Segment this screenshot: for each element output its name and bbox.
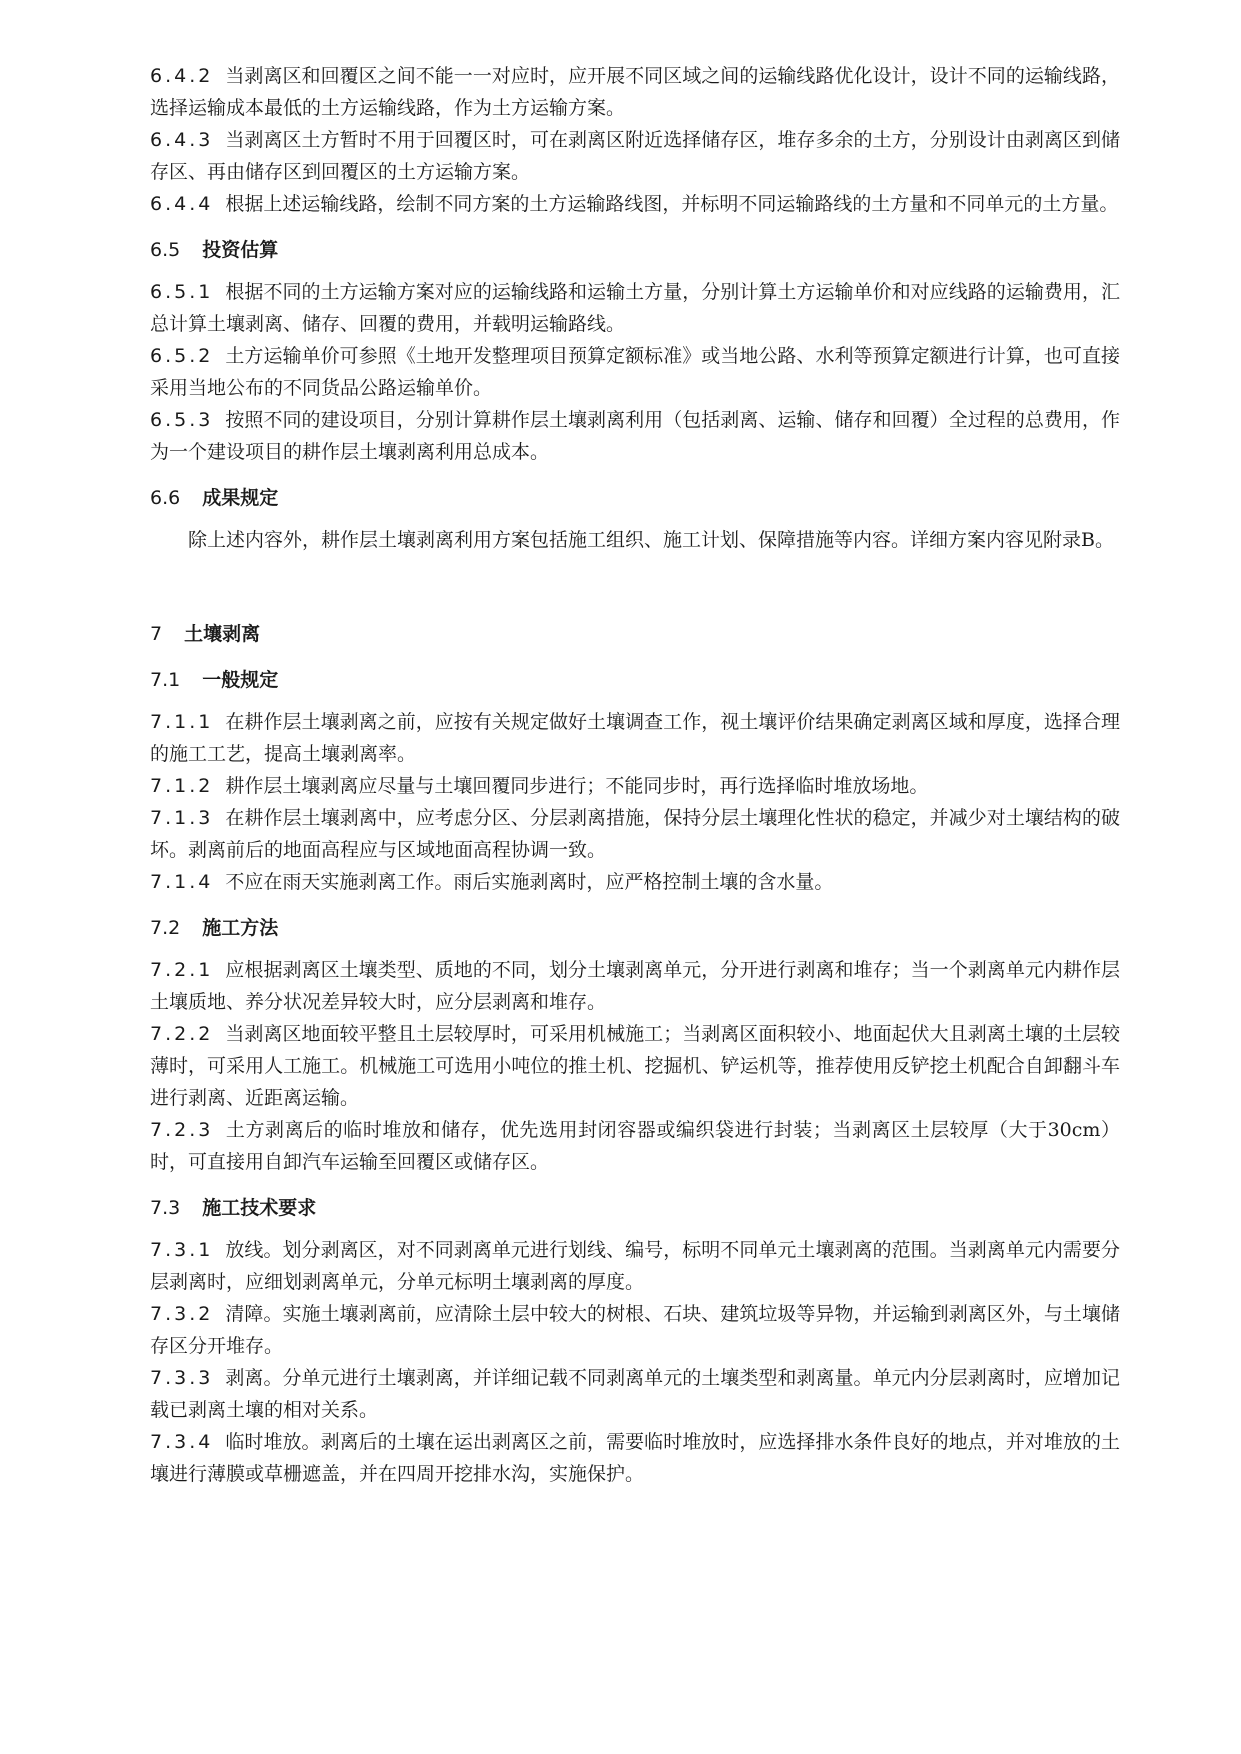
clause-7-3-1: 7.3.1 放线。划分剥离区，对不同剥离单元进行划线、编号，标明不同单元土壤剥离的范围。当剥离单元内需要分层剥离时，应细划剥离单元，分单元标明土壤剥离的厚度。 xyxy=(150,1239,1120,1293)
clause-6-5-3: 6.5.3 按照不同的建设项目，分别计算耕作层土壤剥离利用（包括剥离、运输、储存和回覆）全过程的总费用，作为一个建设项目的耕作层土壤剥离利用总成本。 xyxy=(150,409,1120,463)
section-heading-6-5: 6.5 投资估算 xyxy=(150,239,279,261)
section-heading-7-1: 7.1 一般规定 xyxy=(150,669,279,691)
section-heading-7-2: 7.2 施工方法 xyxy=(150,917,279,939)
clause-7-3-4: 7.3.4 临时堆放。剥离后的土壤在运出剥离区之前，需要临时堆放时，应选择排水条件良好的地点，并对堆放的土壤进行薄膜或草栅遮盖，并在四周开挖排水沟，实施保护。 xyxy=(150,1431,1120,1485)
clause-7-1-1: 7.1.1 在耕作层土壤剥离之前，应按有关规定做好土壤调查工作，视土壤评价结果确定剥离区域和厚度，选择合理的施工工艺，提高土壤剥离率。 xyxy=(150,711,1120,765)
clause-6-4-4: 6.4.4 根据上述运输线路，绘制不同方案的土方运输路线图，并标明不同运输路线的土方量和不同单元的土方量。 xyxy=(150,193,1119,215)
clause-6-4-2: 6.4.2 当剥离区和回覆区之间不能一一对应时，应开展不同区域之间的运输线路优化设计，设计不同的运输线路，选择运输成本最低的土方运输线路，作为土方运输方案。 xyxy=(150,65,1120,119)
section-heading-7-3: 7.3 施工技术要求 xyxy=(150,1197,317,1219)
clause-6-4-3: 6.4.3 当剥离区土方暂时不用于回覆区时，可在剥离区附近选择储存区，堆存多余的土方，分别设计由剥离区到储存区、再由储存区到回覆区的土方运输方案。 xyxy=(150,129,1120,183)
clause-7-2-1: 7.2.1 应根据剥离区土壤类型、质地的不同，划分土壤剥离单元，分开进行剥离和堆存；当一个剥离单元内耕作层土壤质地、养分状况差异较大时，应分层剥离和堆存。 xyxy=(150,959,1120,1013)
clause-7-3-3: 7.3.3 剥离。分单元进行土壤剥离，并详细记载不同剥离单元的土壤类型和剥离量。单元内分层剥离时，应增加记载已剥离土壤的相对关系。 xyxy=(150,1367,1120,1421)
clause-7-1-2: 7.1.2 耕作层土壤剥离应尽量与土壤回覆同步进行；不能同步时，再行选择临时堆放场地。 xyxy=(150,775,929,797)
clause-7-1-3: 7.1.3 在耕作层土壤剥离中，应考虑分区、分层剥离措施，保持分层土壤理化性状的稳定，并减少对土壤结构的破坏。剥离前后的地面高程应与区域地面高程协调一致。 xyxy=(150,807,1120,861)
document-page xyxy=(150,60,1120,1490)
section-6-6-paragraph: 除上述内容外，耕作层土壤剥离利用方案包括施工组织、施工计划、保障措施等内容。详细方案内容见附录B。 xyxy=(188,529,1114,551)
chapter-heading-7: 7 土壤剥离 xyxy=(150,623,261,645)
clause-6-5-1: 6.5.1 根据不同的土方运输方案对应的运输线路和运输土方量，分别计算土方运输单价和对应线路的运输费用，汇总计算土壤剥离、储存、回覆的费用，并载明运输路线。 xyxy=(150,281,1120,335)
clause-6-5-2: 6.5.2 土方运输单价可参照《土地开发整理项目预算定额标准》或当地公路、水利等预算定额进行计算，也可直接采用当地公布的不同货品公路运输单价。 xyxy=(150,345,1120,399)
clause-7-2-3: 7.2.3 土方剥离后的临时堆放和储存，优先选用封闭容器或编织袋进行封装；当剥离区土层较厚（大于30cm）时，可直接用自卸汽车运输至回覆区或储存区。 xyxy=(150,1119,1120,1173)
section-heading-6-6: 6.6 成果规定 xyxy=(150,487,279,509)
clause-7-3-2: 7.3.2 清障。实施土壤剥离前，应清除土层中较大的树根、石块、建筑垃圾等异物，并运输到剥离区外，与土壤储存区分开堆存。 xyxy=(150,1303,1120,1357)
clause-7-2-2: 7.2.2 当剥离区地面较平整且土层较厚时，可采用机械施工；当剥离区面积较小、地面起伏大且剥离土壤的土层较薄时，可采用人工施工。机械施工可选用小吨位的推土机、挖掘机、铲运机等，推荐使用反铲挖土机配合自卸翻斗车进行剥离、近距离运输。 xyxy=(150,1023,1120,1109)
clause-7-1-4: 7.1.4 不应在雨天实施剥离工作。雨后实施剥离时，应严格控制土壤的含水量。 xyxy=(150,871,834,893)
